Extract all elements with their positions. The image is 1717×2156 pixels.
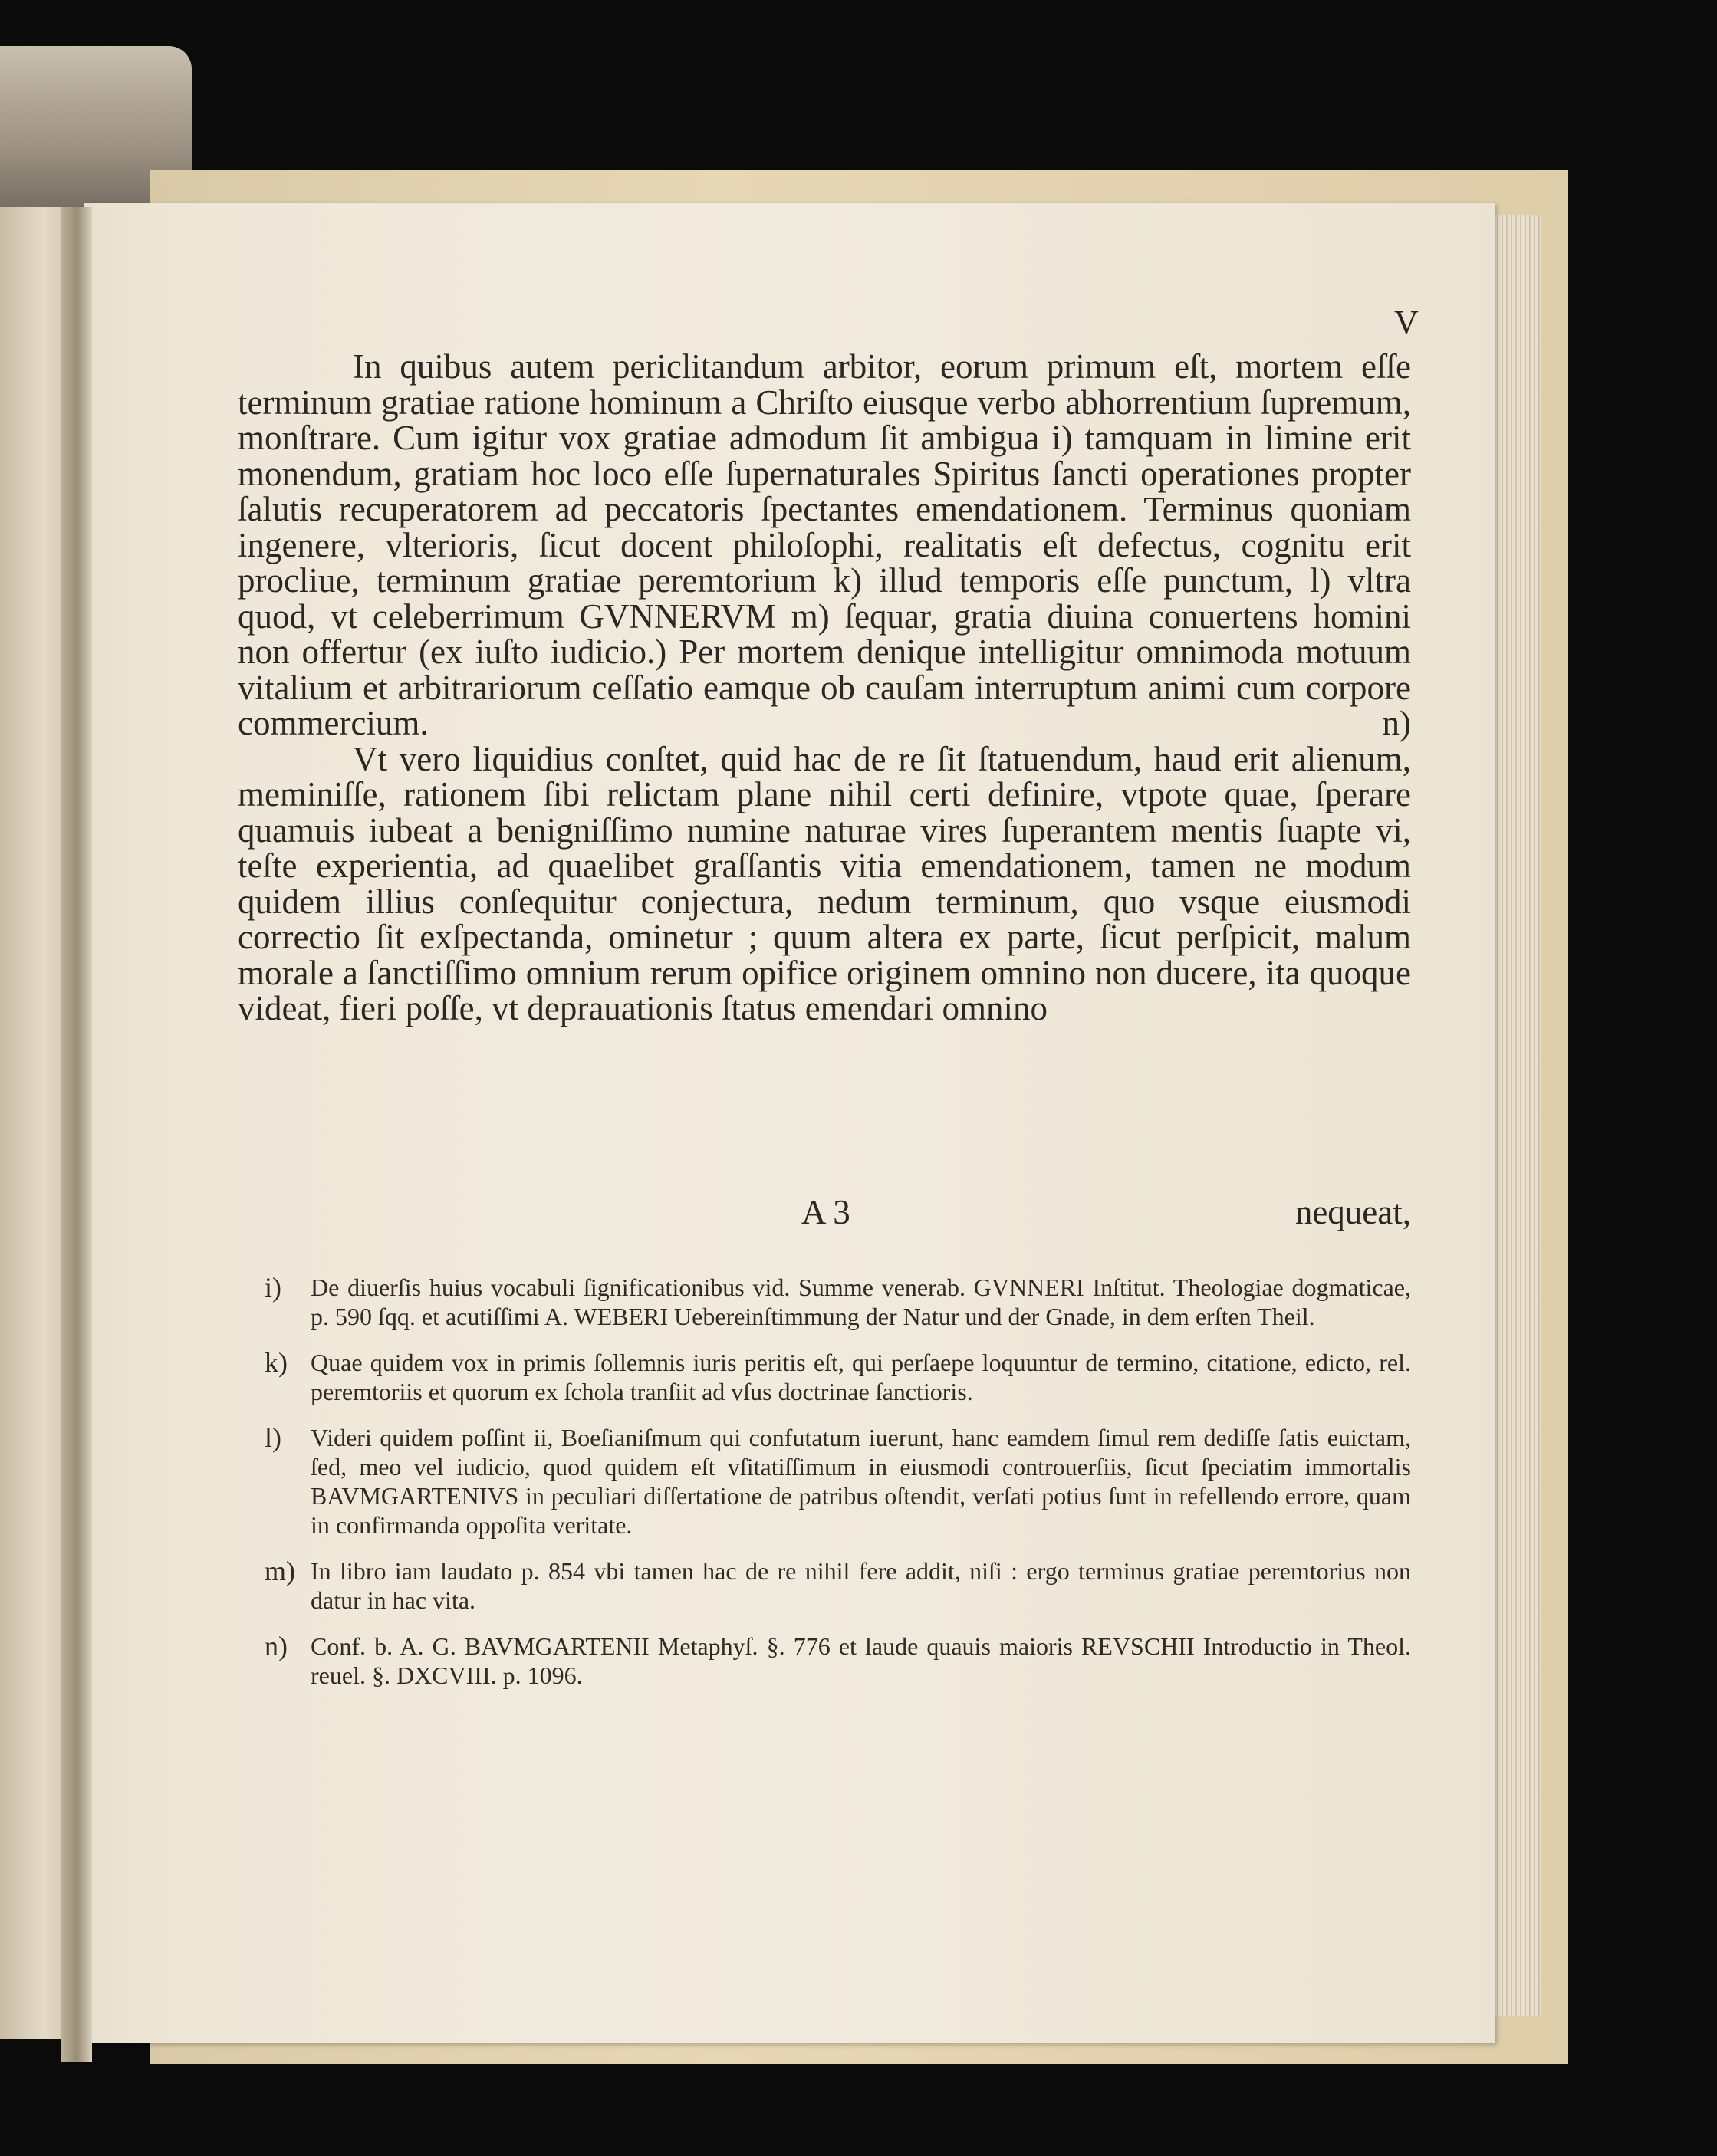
paragraph: Vt vero liquidius conſtet, quid hac de re ſit ſtatuendum, haud erit alienum, meminiſſe, rationem ſibi relictam plane nihil certi definire, vtpote quae, ſperare quamuis iubeat a benigniſſimo numine naturae vires ſuperantem mentis ſuapte vi, teſte experientia, ad quaelibet graſſantis vitia emendationem, tamen ne modum quidem illius conſequitur conjectura, nedum terminum, quo vsque eiusmodi correctio ſit exſpectanda, ominetur ; quum altera ex parte, ſicut perſpicit, malum morale a ſanctiſſimo omnium rerum opifice originem omnino non ducere, ita quoque videat, fieri poſſe, vt deprauationis ſtatus emendari omnino <box>238 739 1411 1027</box>
paragraph: In quibus autem periclitandum arbitor, eorum primum eſt, mortem eſſe terminum gratiae ratione hominum a Chriſto eiusque verbo abhorrentium ſupremum, monſtrare. Cum igitur vox gratiae admodum ſit ambigua i) tamquam in limine erit monendum, gratiam hoc loco eſſe ſupernaturales Spiritus ſancti operationes propter ſalutis recuperatorem ad peccatoris ſpectantes emendationem. Terminus quoniam ingenere, vlterioris, ſicut docent philoſophi, realitatis eſt defectus, cognitu erit procliue, terminum gratiae peremtorium k) illud temporis eſſe punctum, l) vltra quod, vt celeberrimum GVNNERVM m) ſequar, gratia diuina conuertens homini non offertur (ex iuſto iudicio.) Per mortem denique intelligitur omnimoda motuum vitalium et arbitrariorum ceſſatio eamque ob cauſam interruptum animi cum corpore commercium. n) <box>238 347 1411 742</box>
signature-mark: A 3 <box>801 1193 850 1231</box>
footnote <box>265 1556 1411 1615</box>
page-gutter <box>61 207 92 2062</box>
page-number: V <box>1394 304 1419 341</box>
footnote-text: Conf. b. A. G. BAVMGARTENII Metaphyſ. §. 776 et laude quauis maioris REVSCHII Introductio in Theol. reuel. §. DXCVIII. p. 1096. <box>311 1632 1411 1689</box>
footnote <box>265 1632 1411 1690</box>
footnote-mark: m) <box>265 1556 295 1586</box>
footnote-text: Quae quidem vox in primis ſollemnis iuris peritis eſt, qui perſaepe loquuntur de termino, citatione, edicto, rel. peremtoriis et quorum ex ſchola tranſiit ad vſus doctrinae ſanctioris. <box>311 1349 1411 1405</box>
footnote <box>265 1423 1411 1540</box>
footnote-text: In libro iam laudato p. 854 vbi tamen hac de re nihil fere addit, niſi : ergo terminus gratiae peremtorius non datur in hac vita. <box>311 1557 1411 1614</box>
footnote <box>265 1273 1411 1331</box>
main-text <box>238 349 1411 1027</box>
footnote-mark: i) <box>265 1272 281 1303</box>
footnote-text: De diuerſis huius vocabuli ſignificationibus vid. Summe venerab. GVNNERI Inſtitut. Theologiae dogmaticae, p. 590 ſqq. et acutiſſimi A. WEBERI Uebereinſtimmung der Natur und der Gnade, in dem erſten Theil. <box>311 1274 1411 1330</box>
footnote <box>265 1348 1411 1406</box>
catchword: nequeat, <box>1294 1193 1411 1231</box>
page-foot-line <box>238 1192 1411 1231</box>
footnote-mark: n) <box>265 1631 288 1661</box>
footnotes <box>265 1273 1411 1707</box>
footnote-mark: l) <box>265 1422 281 1453</box>
footnote-mark: k) <box>265 1347 288 1378</box>
footnote-text: Videri quidem poſſint ii, Boeſianiſmum qui confutatum iuerunt, hanc eamdem ſimul rem dediſſe ſatis euictam, ſed, meo vel iudicio, quod quidem eſt vſitatiſſimum in eiusmodi controuerſiis, ſicut ſpeciatim immortalis BAVMGARTENIVS in peculiari diſſertatione de patribus oſtendit, verſati potius ſunt in refellendo errore, quam in confirmanda oppoſita veritate. <box>311 1424 1411 1539</box>
